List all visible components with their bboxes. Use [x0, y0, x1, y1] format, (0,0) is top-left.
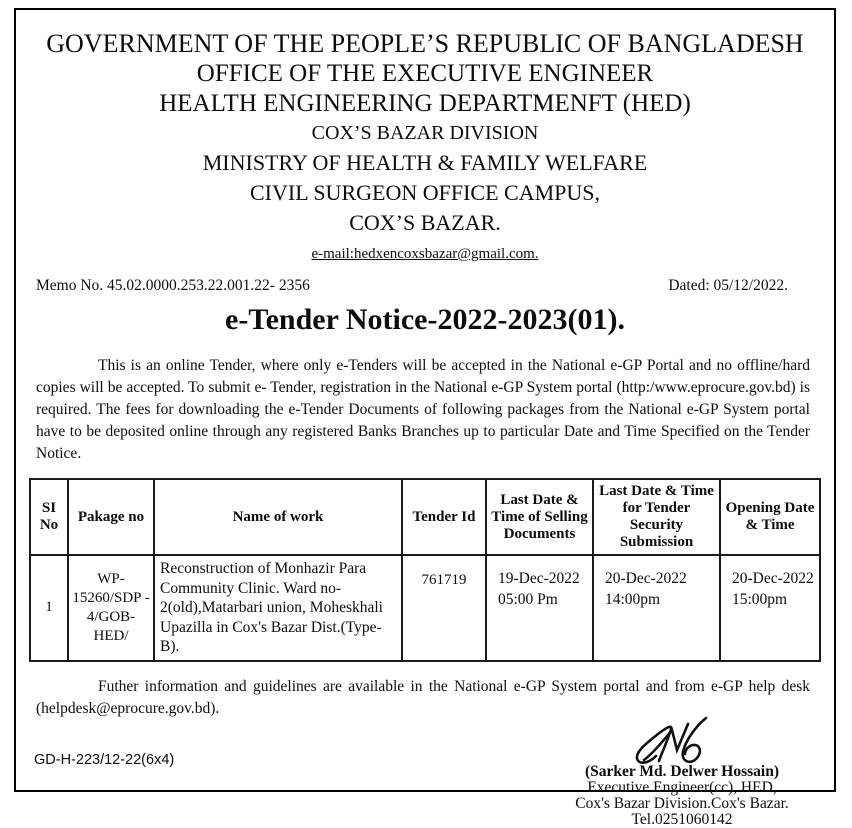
letterhead-line-campus: CIVIL SURGEON OFFICE CAMPUS,: [249, 180, 600, 205]
cell-package-no: WP-15260/SDP - 4/GOB-HED/: [68, 555, 154, 661]
memo-date: Dated: 05/12/2022.: [668, 277, 788, 294]
signatory-designation: Executive Engineer(cc), HED,: [587, 778, 777, 796]
letterhead-line-division: COX’S BAZAR DIVISION: [311, 122, 539, 144]
tender-table: [29, 478, 821, 662]
col-header-selling-last-date: Last Date & Time of Selling Documents: [486, 479, 593, 555]
letterhead-line-government: GOVERNMENT OF THE PEOPLE’S REPUBLIC OF BANGLADESH: [46, 29, 804, 58]
contact-email: e-mail:hedxencoxsbazar@gmail.com.: [311, 246, 539, 262]
col-header-tender-id: Tender Id: [402, 479, 486, 555]
intro-paragraph: This is an online Tender, where only e-Tenders will be accepted in the National e-GP Portal and no offline/hard copies will be accepted. To submit e- Tender, registration in the National e-GP System portal (http:/www.eprocure.gov.bd) is required. The fees for downloading the e-Tender Documents of following packages from the National e-GP System portal have to be deposited online through any registered Banks Branches up to particular Date and Time Specified on the Tender Notice.: [36, 357, 810, 462]
signatory-office: Cox's Bazar Division.Cox's Bazar.: [575, 794, 789, 812]
document-page: [14, 8, 836, 828]
letterhead-line-office: OFFICE OF THE EXECUTIVE ENGINEER: [196, 60, 654, 87]
cell-opening-date: 20-Dec-2022 15:00pm: [720, 555, 820, 661]
letterhead-line-city: COX’S BAZAR.: [349, 210, 501, 235]
cell-selling-last-date: 19-Dec-2022 05:00 Pm: [486, 555, 593, 661]
memo-number: Memo No. 45.02.0000.253.22.001.22- 2356: [36, 277, 310, 294]
col-header-name-of-work: Name of work: [154, 479, 402, 555]
col-header-opening-date: Opening Date & Time: [720, 479, 820, 555]
col-header-security-last-date: Last Date & Time for Tender Security Submission: [593, 479, 720, 555]
cell-name-of-work: Reconstruction of Monhazir Para Community Clinic. Ward no-2(old),Matarbari union, Moheskhali Upazilla in Cox's Bazar Dist.(Type-B).: [154, 555, 402, 661]
print-reference-code: GD-H-223/12-22(6x4): [34, 752, 175, 768]
signatory-phone: Tel.0251060142: [631, 810, 733, 828]
memo-row: [16, 277, 834, 295]
signature-area: [16, 720, 834, 828]
col-header-package-no: Pakage no: [68, 479, 154, 555]
cell-tender-id: 761719: [402, 555, 486, 661]
notice-title: e-Tender Notice-2022-2023(01).: [225, 303, 625, 336]
letterhead-line-ministry: MINISTRY OF HEALTH & FAMILY WELFARE: [202, 150, 648, 175]
cell-si-no: 1: [30, 555, 68, 661]
letterhead: [16, 28, 834, 263]
table-header-row: [30, 479, 820, 555]
further-info-paragraph: Futher information and guidelines are available in the National e-GP System portal and from e-GP help desk (helpdesk@eprocure.gov.bd).: [36, 677, 810, 717]
letterhead-line-department: HEALTH ENGINEERING DEPARTMENFT (HED): [159, 90, 691, 117]
col-header-si-no: SI No: [30, 479, 68, 555]
signature-block: [547, 720, 817, 828]
cell-security-last-date: 20-Dec-2022 14:00pm: [593, 555, 720, 661]
signatory-name: (Sarker Md. Delwer Hossain): [584, 762, 780, 780]
signature-scribble-icon: [622, 716, 742, 768]
table-row: [30, 555, 820, 661]
